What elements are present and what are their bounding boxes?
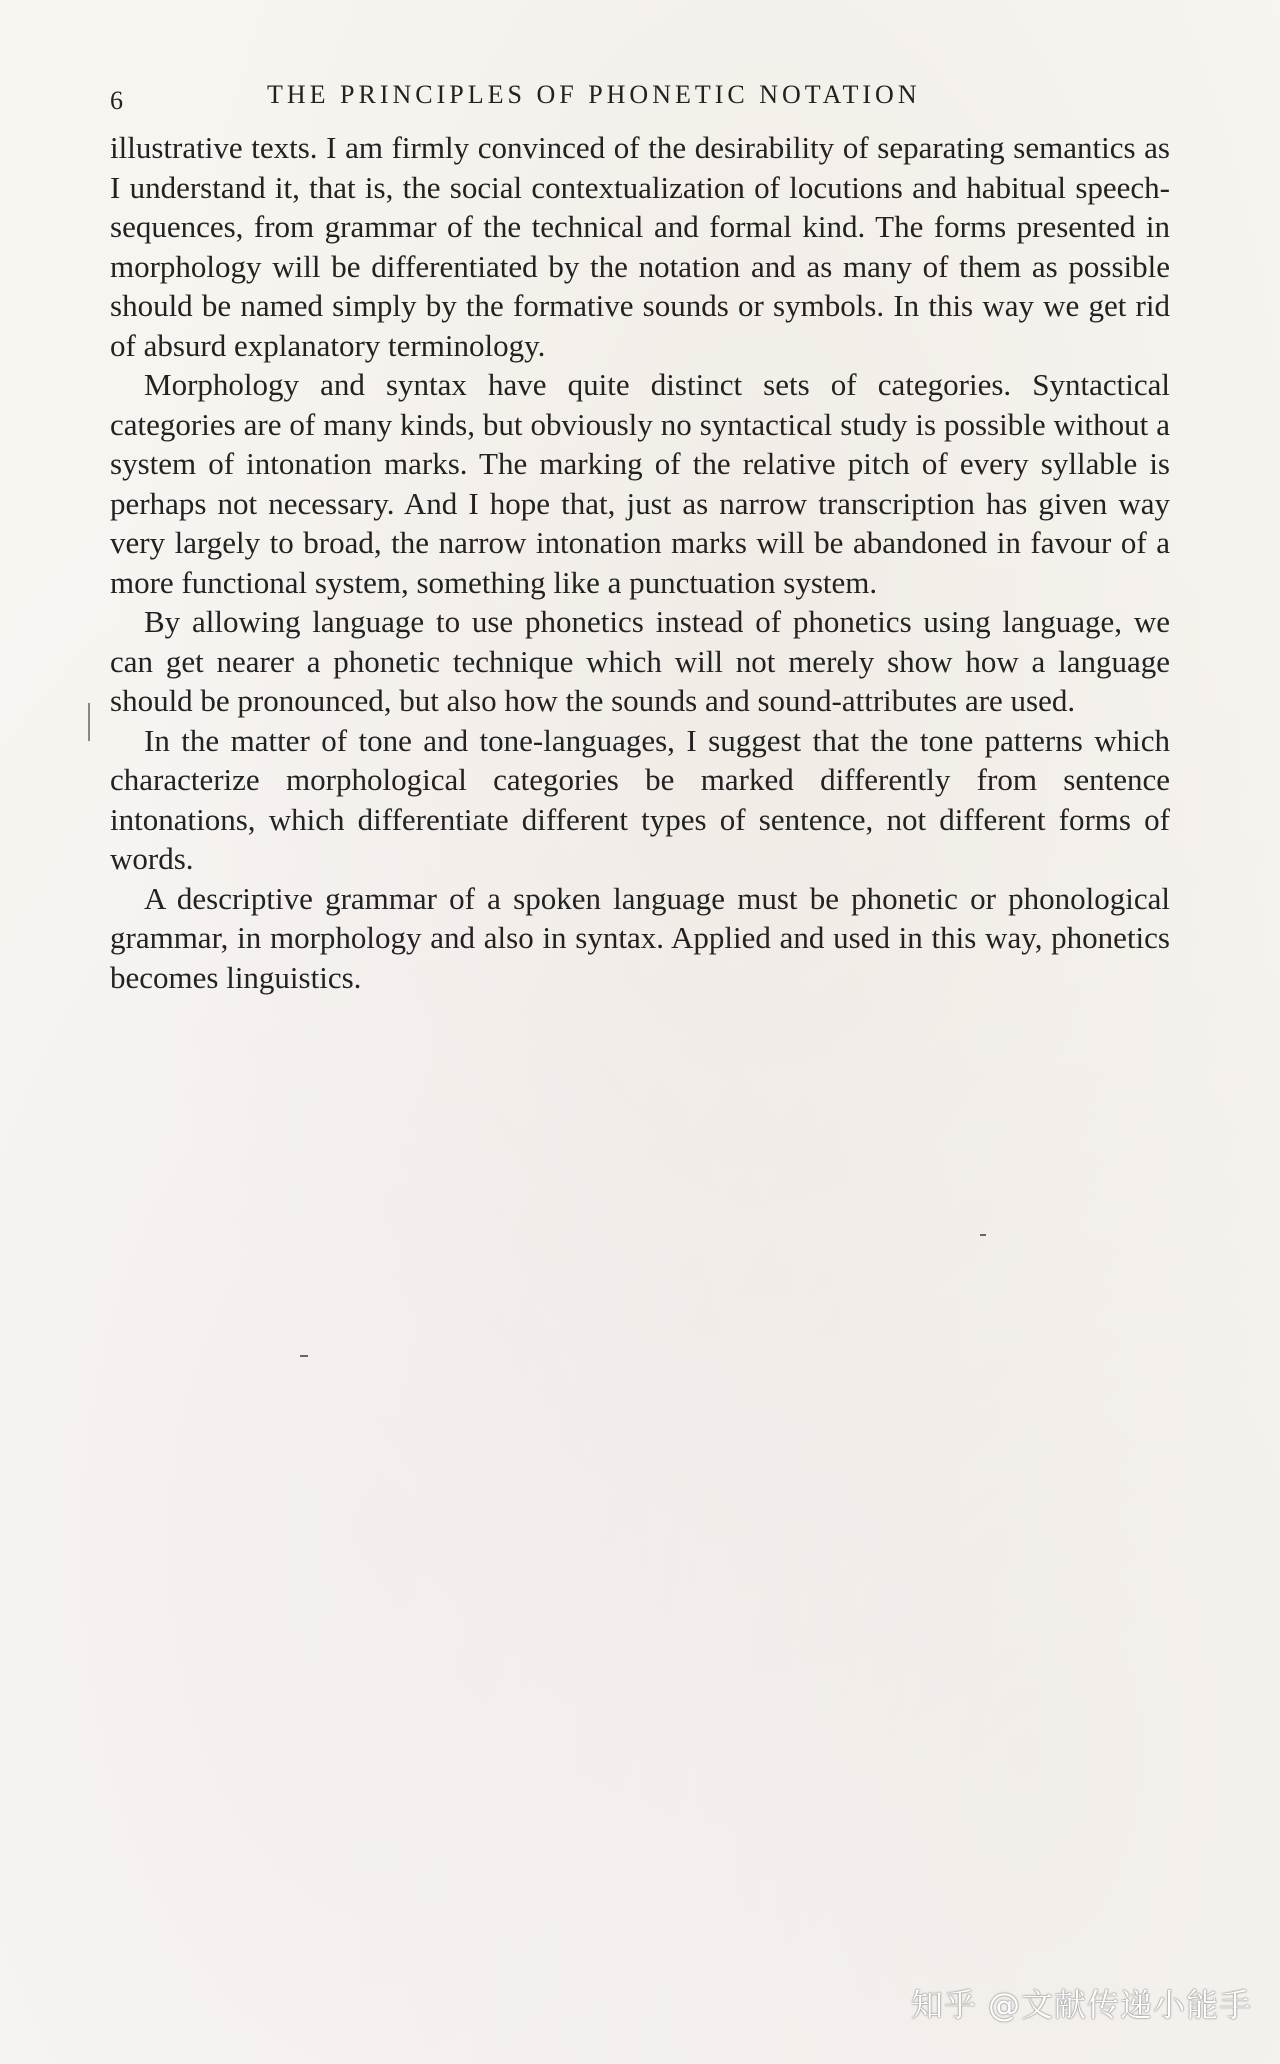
paragraph-1: illustrative texts. I am firmly convinced of the desirability of separating semantics as I understand it, that is, the social contextualization of locutions and habitual speech-sequences, from grammar of the technical and formal kind. The forms presented in morphology will be differentiated by the notation and as many of them as possible should be named simply by the formative sounds or symbols. In this way we get rid of absurd explanatory terminology.	[110, 130, 1170, 363]
watermark: 知乎 @文献传递小能手	[910, 1986, 1252, 2024]
paragraph-5: A descriptive grammar of a spoken language must be phonetic or phonological grammar, in morphology and also in syntax. Applied and used in this way, phonetics becomes linguistics.	[110, 880, 1170, 995]
scan-speck	[300, 1355, 308, 1357]
scan-speck	[980, 1234, 986, 1236]
paragraph-3: By allowing language to use phonetics instead of phonetics using language, we can get nearer a phonetic technique which will not merely show how a language should be pronounced, but also how the sounds and sound-attributes are used.	[110, 604, 1170, 718]
page-number: 6	[110, 86, 123, 115]
paragraph-4: In the matter of tone and tone-languages, I suggest that the tone patterns which characterize morphological categories be marked differently from sentence intonations, which differentiate different types of sentence, not different forms of words.	[110, 722, 1170, 876]
margin-pencil-mark	[88, 703, 90, 741]
body-text	[110, 128, 1170, 997]
paragraph-2: Morphology and syntax have quite distinct sets of categories. Syntactical categories are of many kinds, but obviously no syntactical study is possible without a system of intonation marks. The marking of the relative pitch of every syllable is perhaps not necessary. And I hope that, just as narrow transcription has given way very largely to broad, the narrow intonation marks will be abandoned in favour of a more functional system, something like a punctuation system.	[110, 367, 1170, 600]
running-title: THE PRINCIPLES OF PHONETIC NOTATION	[267, 80, 921, 109]
page-header	[110, 78, 1170, 118]
